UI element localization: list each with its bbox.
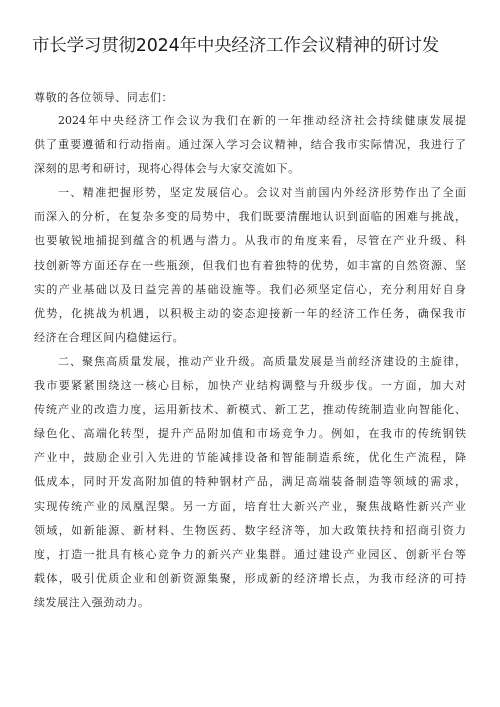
paragraph-line: 续发展注入强劲动力。 (34, 595, 150, 609)
document-body (34, 109, 466, 615)
paragraph-line: 实现传统产业的凤凰涅槃。另一方面，培育壮大新兴产业，聚焦战略性新兴产业 (34, 499, 466, 513)
paragraph-line: 领域，如新能源、新材料、生物医药、数字经济等，加大政策扶持和招商引资力 (34, 523, 466, 537)
paragraph-line: 传统产业的改造力度，运用新技术、新模式、新工艺，推动传统制造业向智能化、 (34, 403, 466, 417)
paragraph-line: 深刻的思考和研讨，现将心得体会与大家交流如下。 (34, 162, 300, 176)
paragraph-line: 载体，吸引优质企业和创新资源集聚，形成新的经济增长点，为我市经济的可持 (34, 571, 466, 585)
paragraph-line: 低成本，同时开发高附加值的特种钢材产品，满足高端装备制造等领域的需求， (34, 475, 466, 489)
paragraph-line: 也要敏锐地捕捉到蕴含的机遇与潜力。从我市的角度来看，尽管在产业升级、科 (34, 234, 466, 248)
paragraph-line: 产业中，鼓励企业引入先进的节能减排设备和智能制造系统，优化生产流程，降 (34, 451, 466, 465)
paragraph-line: 二、聚焦高质量发展，推动产业升级。高质量发展是当前经济建设的主旋律， (58, 354, 466, 368)
paragraph-line: 2024年中央经济工作会议为我们在新的一年推动经济社会持续健康发展提 (58, 114, 466, 127)
paragraph-line: 技创新等方面还存在一些瓶颈，但我们也有着独特的优势，如丰富的自然资源、坚 (34, 258, 466, 272)
salutation: 尊敬的各位领导、同志们： (34, 91, 174, 104)
paragraph-line: 优势，化挑战为机遇，以积极主动的姿态迎接新一年的经济工作任务，确保我市 (34, 306, 466, 320)
paragraph-line: 供了重要遵循和行动指南。通过深入学习会议精神，结合我市实际情况，我进行了 (34, 138, 466, 152)
paragraph-line: 实的产业基础以及日益完善的基础设施等。我们必须坚定信心，充分利用好自身 (34, 282, 466, 296)
paragraph-line: 而深入的分析，在复杂多变的局势中，我们既要清醒地认识到面临的困难与挑战， (34, 210, 466, 224)
paragraph-line: 经济在合理区间内稳健运行。 (34, 330, 185, 344)
document-title: 市长学习贯彻2024年中央经济工作会议精神的研讨发 (32, 36, 440, 56)
paragraph-line: 我市要紧紧围绕这一核心目标，加快产业结构调整与升级步伐。一方面，加大对 (34, 379, 466, 393)
paragraph-line: 度，打造一批具有核心竞争力的新兴产业集群。通过建设产业园区、创新平台等 (34, 547, 466, 561)
paragraph-line: 绿色化、高端化转型，提升产品附加值和市场竞争力。例如，在我市的传统钢铁 (34, 427, 466, 441)
paragraph-line: 一、精准把握形势，坚定发展信心。会议对当前国内外经济形势作出了全面 (58, 186, 466, 200)
